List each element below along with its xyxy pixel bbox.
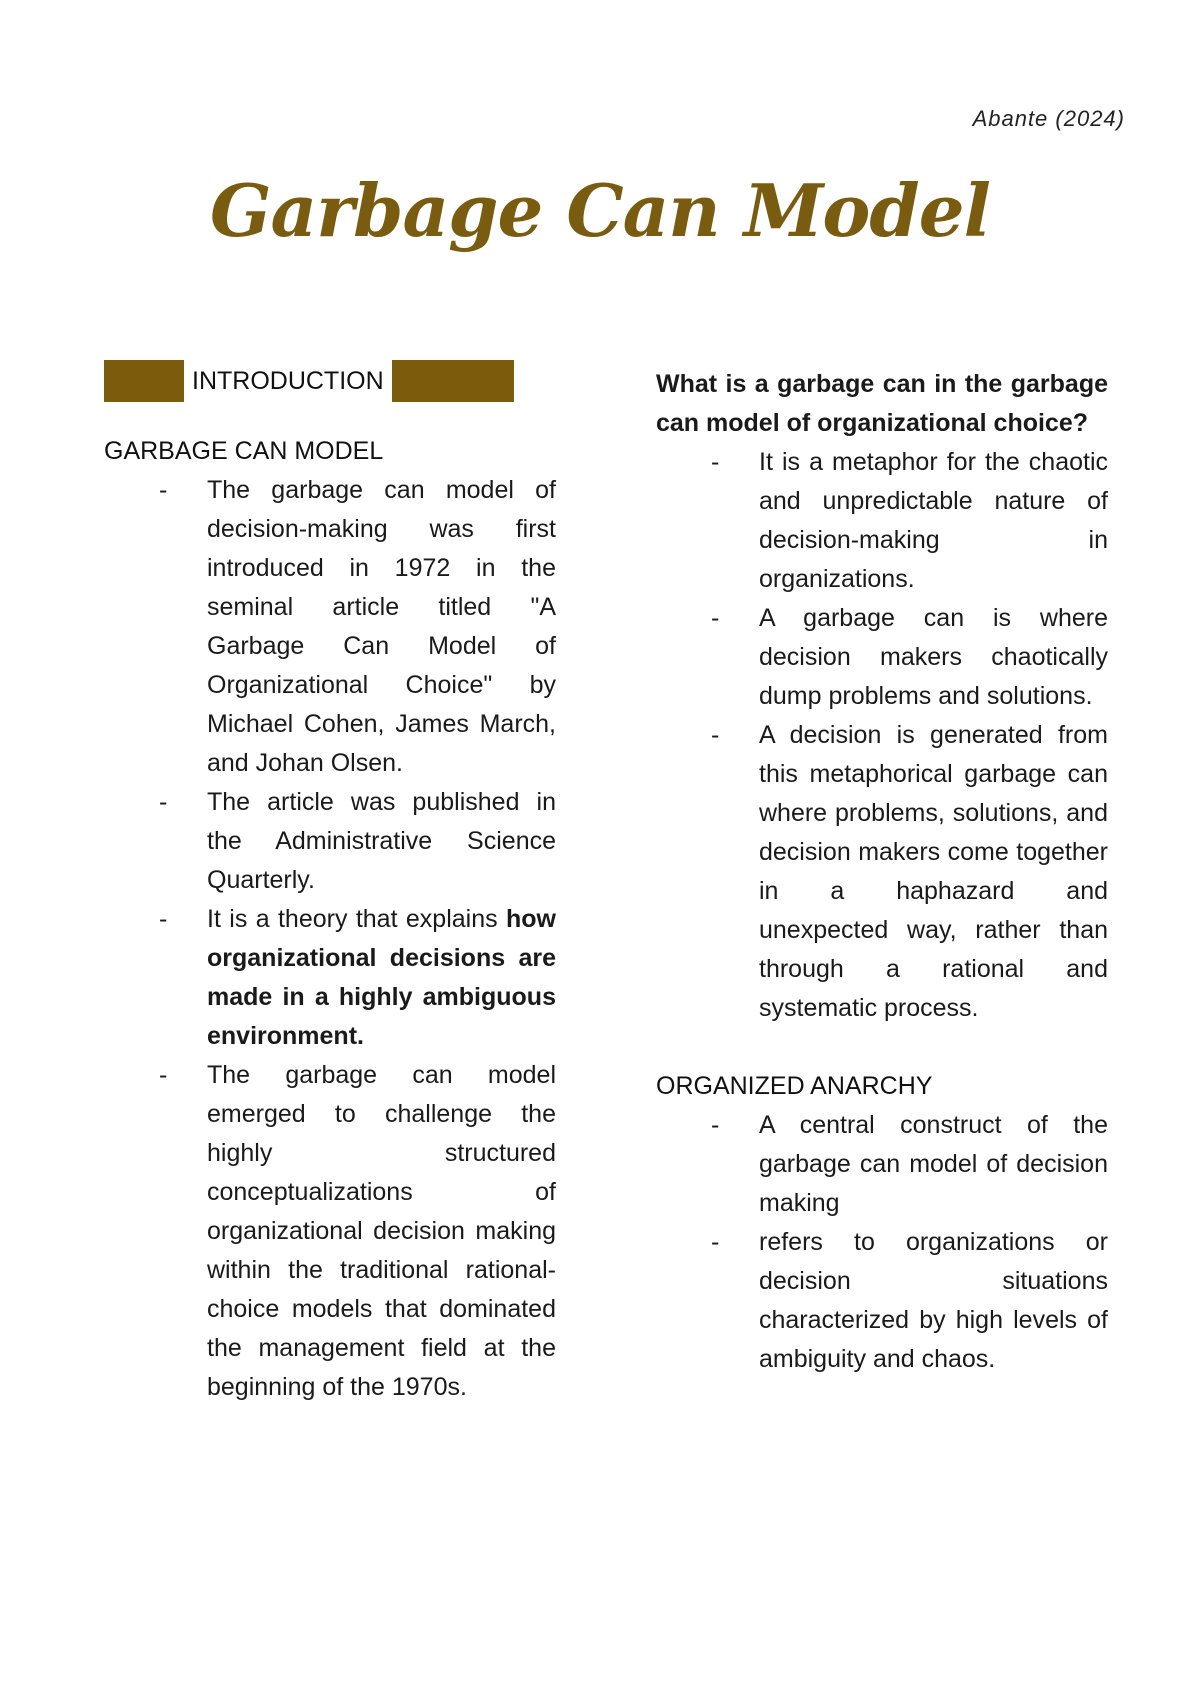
list-item: - The garbage can model of decision-making was first introduced in 1972 in the seminal article titled "A Garbage Can Model of Organizational Choice" by Michael Cohen, James March, and Johan Olsen. xyxy=(159,476,556,777)
bullet-text: A garbage can is where decision makers chaotically dump problems and solutions. xyxy=(759,604,1108,710)
list-item: - A garbage can is where decision makers chaotically dump problems and solutions. xyxy=(711,604,1108,710)
bullet-bold-text: how organizational decisions are made in a highly ambiguous environment. xyxy=(207,905,556,1050)
banner-label: INTRODUCTION xyxy=(192,366,384,395)
list-item: - A central construct of the garbage can model of decision making xyxy=(711,1111,1108,1217)
section-heading-garbage-can-model: GARBAGE CAN MODEL xyxy=(104,437,384,465)
bullet-text: refers to organizations or decision situations characterized by high levels of ambiguity and chaos. xyxy=(759,1228,1108,1373)
banner-bar-right xyxy=(392,360,514,402)
bullet-text: It is a metaphor for the chaotic and unpredictable nature of decision-making in organizations. xyxy=(759,448,1108,593)
bullet-text: The article was published in the Administrative Science Quarterly. xyxy=(207,788,556,894)
bullet-text: The garbage can model of decision-making was first introduced in 1972 in the seminal article titled "A Garbage Can Model of Organizational Choice" by Michael Cohen, James March, and Johan Olsen. xyxy=(207,476,556,777)
bullet-text: It is a theory that explains xyxy=(207,905,506,933)
list-item: - It is a theory that explains how organizational decisions are made in a highly ambiguous environment. xyxy=(159,905,556,1050)
question-heading: What is a garbage can in the garbage can model of organizational choice? xyxy=(656,370,1108,437)
introduction-banner xyxy=(104,360,556,402)
anarchy-bullet-list xyxy=(656,1106,1108,1379)
banner-bar-left xyxy=(104,360,184,402)
question-bullet-list xyxy=(656,443,1108,1028)
bullet-text: A central construct of the garbage can model of decision making xyxy=(759,1111,1108,1217)
right-column xyxy=(656,365,1108,1379)
bullet-text: A decision is generated from this metaphorical garbage can where problems, solutions, and decision makers come together in a haphazard and unexpected way, rather than through a rational and systematic process. xyxy=(759,721,1108,1022)
bullet-text: The garbage can model emerged to challenge the highly structured conceptualizations of organizational decision making within the traditional rational-choice models that dominated the management field at the beginning of the 1970s. xyxy=(207,1061,556,1401)
list-item: - The article was published in the Administrative Science Quarterly. xyxy=(159,788,556,894)
list-item: - It is a metaphor for the chaotic and unpredictable nature of decision-making in organizations. xyxy=(711,448,1108,593)
author-citation: Abante (2024) xyxy=(972,106,1125,131)
list-item: - The garbage can model emerged to challenge the highly structured conceptualizations of organizational decision making within the traditional rational-choice models that dominated the management field at the beginning of the 1970s. xyxy=(159,1061,556,1401)
list-item: - A decision is generated from this metaphorical garbage can where problems, solutions, and decision makers come together in a haphazard and unexpected way, rather than through a rational and systematic process. xyxy=(711,721,1108,1022)
page-title: Garbage Can Model xyxy=(210,168,990,253)
intro-bullet-list xyxy=(104,471,556,1407)
section-heading-organized-anarchy: ORGANIZED ANARCHY xyxy=(656,1072,933,1100)
list-item: - refers to organizations or decision situations characterized by high levels of ambiguity and chaos. xyxy=(711,1228,1108,1373)
left-column xyxy=(104,365,556,1407)
